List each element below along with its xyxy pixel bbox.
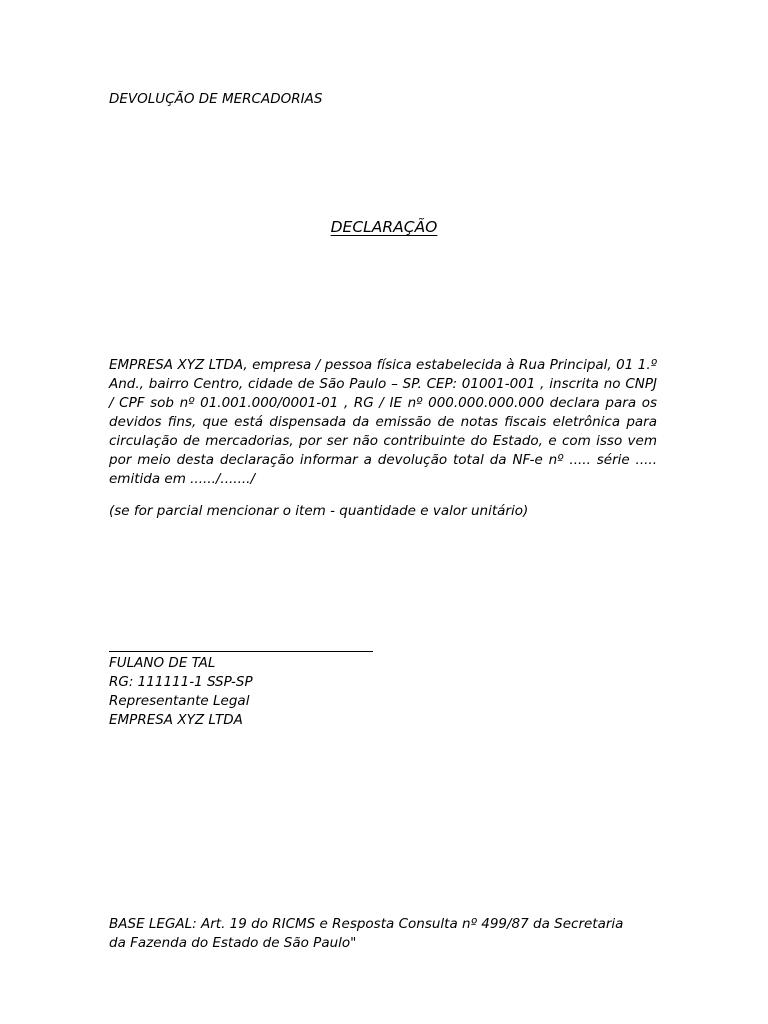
signatory-company: EMPRESA XYZ LTDA — [109, 712, 243, 728]
signature-block — [109, 654, 253, 730]
legal-basis-line-2: da Fazenda do Estado de São Paulo" — [109, 935, 357, 951]
document-header: DEVOLUÇÃO DE MERCADORIAS — [109, 91, 323, 107]
legal-basis — [109, 915, 669, 953]
signatory-name: FULANO DE TAL — [109, 655, 216, 671]
legal-basis-line-1: BASE LEGAL: Art. 19 do RICMS e Resposta Consulta nº 499/87 da Secretaria — [109, 916, 624, 932]
signatory-role: Representante Legal — [109, 693, 250, 709]
signatory-rg: RG: 111111-1 SSP-SP — [109, 674, 253, 690]
signature-line — [109, 651, 373, 652]
partial-return-note: (se for parcial mencionar o item - quantidade e valor unitário) — [109, 503, 529, 519]
document-title: DECLARAÇÃO — [330, 218, 438, 236]
declaration-body: EMPRESA XYZ LTDA, empresa / pessoa física estabelecida à Rua Principal, 01 1.º And., bairro Centro, cidade de São Paulo – SP. CEP: 01001-001 , inscrita no CNPJ / CPF sob nº 01.001.000/0001-01 , RG / IE nº 000.000.000.000 declara para os devidos fins, que está dispensada da emissão de notas fiscais eletrônica para circulação de mercadorias, por ser não contribuinte do Estado, e com isso vem por meio desta declaração informar a devolução total da NF-e nº ..... série ..... emitida em ....../......./ — [109, 357, 657, 487]
